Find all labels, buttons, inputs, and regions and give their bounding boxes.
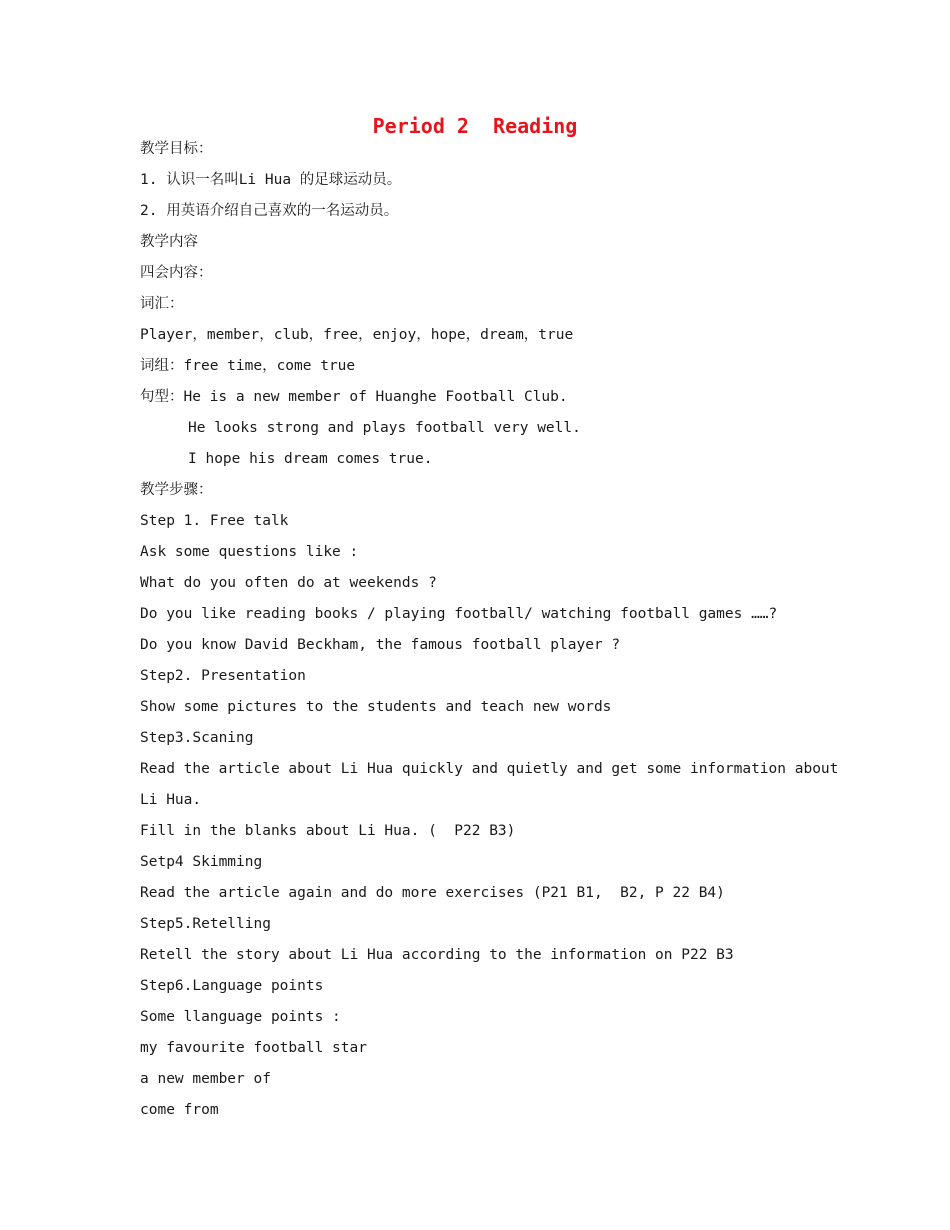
text-line: Read the article about Li Hua quickly and quietly and get some information about	[140, 761, 839, 777]
text-line: Some llanguage points :	[140, 1009, 341, 1025]
text-line: my favourite football star	[140, 1040, 367, 1056]
page-title: Period 2 Reading	[372, 114, 578, 138]
text-line: 2. 用英语介绍自己喜欢的一名运动员。	[140, 203, 399, 219]
text-line: Step5.Retelling	[140, 916, 271, 932]
text-line: Read the article again and do more exercises (P21 B1, B2, P 22 B4)	[140, 885, 725, 901]
text-line: Fill in the blanks about Li Hua. ( P22 B3)	[140, 823, 516, 839]
text-line: a new member of	[140, 1071, 271, 1087]
text-line: 教学步骤：	[140, 482, 213, 498]
text-line: I hope his dream comes true.	[188, 451, 433, 467]
text-line: Step3.Scaning	[140, 730, 254, 746]
text-line: 词汇：	[140, 296, 184, 312]
text-line: 四会内容：	[140, 265, 213, 281]
text-line: 教学目标：	[140, 141, 213, 157]
text-line: Do you know David Beckham, the famous football player ?	[140, 637, 621, 653]
text-line: 教学内容	[140, 234, 198, 250]
text-line: Step2. Presentation	[140, 668, 306, 684]
text-line: 词组：free time，come true	[140, 358, 356, 374]
text-line: He looks strong and plays football very well.	[188, 420, 581, 436]
text-line: Step 1. Free talk	[140, 513, 289, 529]
text-line: 1. 认识一名叫Li Hua 的足球运动员。	[140, 172, 402, 188]
text-line: Ask some questions like :	[140, 544, 359, 560]
lesson-plan-body	[140, 134, 840, 1126]
text-line: come from	[140, 1102, 219, 1118]
text-line: Do you like reading books / playing football/ watching football games ……?	[140, 606, 778, 622]
text-line: Show some pictures to the students and teach new words	[140, 699, 612, 715]
text-line: Step6.Language points	[140, 978, 324, 994]
text-line: Retell the story about Li Hua according to the information on P22 B3	[140, 947, 734, 963]
text-line: 句型：He is a new member of Huanghe Football Club.	[140, 389, 568, 405]
text-line: Setp4 Skimming	[140, 854, 263, 870]
text-line: Li Hua.	[140, 792, 202, 808]
text-line: What do you often do at weekends ?	[140, 575, 437, 591]
text-line: Player，member，club，free，enjoy，hope，dream，true	[140, 327, 574, 343]
